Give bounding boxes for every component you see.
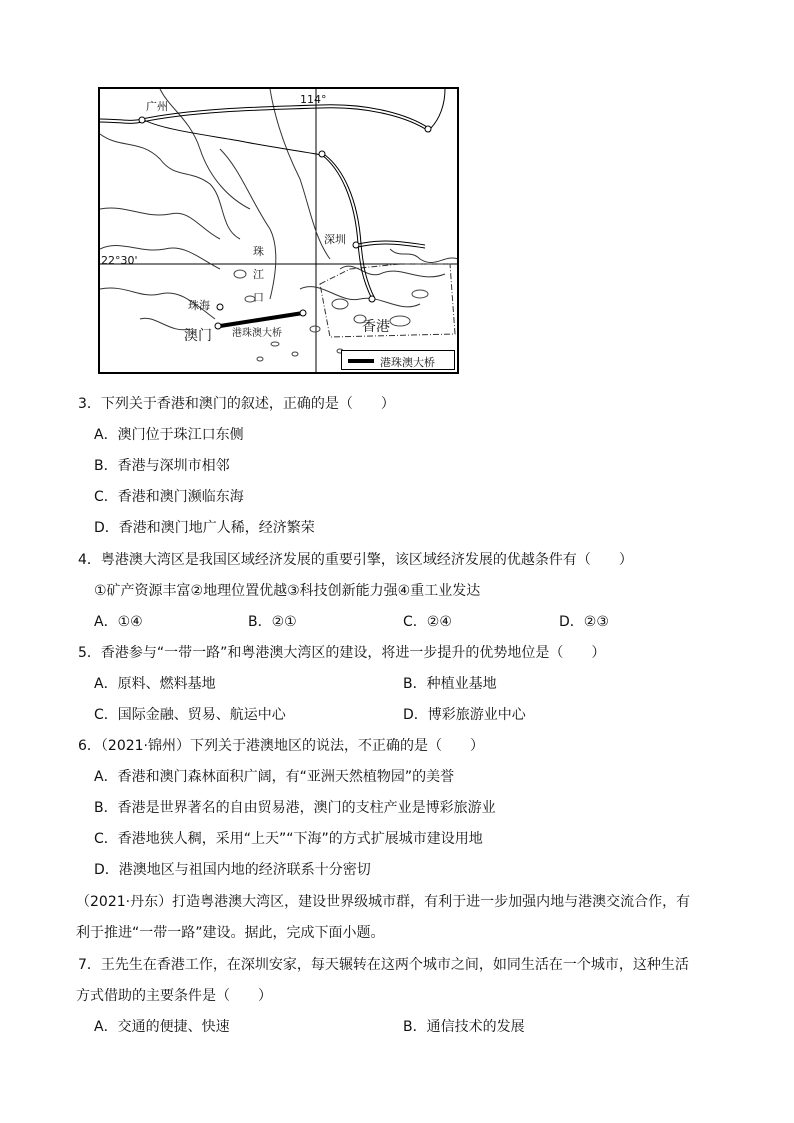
q5-option-b[interactable]: B．种植业基地: [403, 676, 497, 692]
q3-stem: 3．下列关于香港和澳门的叙述，正确的是（ ）: [78, 396, 395, 412]
q7-stem-line-1: 7．王先生在香港工作，在深圳安家，每天辗转在这两个城市之间，如同生活在一个城市，这种生活: [78, 957, 689, 973]
intro-line-1: （2021·丹东）打造粤港澳大湾区，建设世界级城市群，有利于进一步加强内地与港澳交流合作，有: [76, 894, 691, 910]
label-macau: 澳门: [184, 328, 212, 344]
q3-option-a[interactable]: A．澳门位于珠江口东侧: [94, 427, 244, 443]
label-jiang: 江: [253, 268, 264, 281]
q4-option-b[interactable]: B．②①: [248, 614, 297, 630]
legend-label: 港珠澳大桥: [380, 356, 435, 369]
q6-option-c[interactable]: C．香港地狭人稠，采用“上天”“下海”的方式扩展城市建设用地: [94, 831, 483, 847]
q3-option-c[interactable]: C．香港和澳门濒临东海: [94, 489, 244, 505]
q4-option-a[interactable]: A．①④: [94, 614, 143, 630]
label-bridge: 港珠澳大桥: [232, 328, 282, 339]
q5-option-d[interactable]: D．博彩旅游业中心: [403, 707, 526, 723]
q6-stem: 6．（2021·锦州）下列关于港澳地区的说法，不正确的是（ ）: [78, 738, 484, 754]
q3-option-d[interactable]: D．香港和澳门地广人稀，经济繁荣: [94, 520, 315, 536]
intro-line-2: 利于推进“一带一路”建设。据此，完成下面小题。: [76, 925, 385, 941]
label-zhu: 珠: [253, 245, 264, 258]
q6-option-b[interactable]: B．香港是世界著名的自由贸易港，澳门的支柱产业是博彩旅游业: [94, 800, 496, 816]
q7-stem-line-2: 方式借助的主要条件是（ ）: [76, 988, 272, 1004]
label-shenzhen: 深圳: [324, 233, 346, 246]
q6-option-d[interactable]: D．港澳地区与祖国内地的经济联系十分密切: [94, 862, 371, 878]
q5-option-c[interactable]: C．国际金融、贸易、航运中心: [94, 707, 286, 723]
q3-option-b[interactable]: B．香港与深圳市相邻: [94, 458, 230, 474]
q5-option-a[interactable]: A．原料、燃料基地: [94, 676, 216, 692]
label-zhuhai: 珠海: [188, 299, 210, 312]
q6-option-a[interactable]: A．香港和澳门森林面积广阔，有“亚洲天然植物园”的美誉: [94, 769, 455, 785]
label-kou: 口: [253, 291, 264, 304]
q7-option-a[interactable]: A．交通的便捷、快速: [94, 1019, 230, 1035]
rivers: [100, 89, 458, 330]
q7-option-b[interactable]: B．通信技术的发展: [403, 1019, 525, 1035]
q4-items: ①矿产资源丰富②地理位置优越③科技创新能力强④重工业发达: [94, 583, 481, 599]
pearl-river-delta-map: [98, 87, 459, 374]
label-longitude: 114°: [300, 93, 327, 106]
railways: [100, 89, 445, 299]
q5-stem: 5．香港参与“一带一路”和粤港澳大湾区的建设，将进一步提升的优势地位是（ ）: [78, 645, 606, 661]
bridge-line: [220, 313, 303, 326]
q4-stem: 4．粤港澳大湾区是我国区域经济发展的重要引擎，该区域经济发展的优越条件有（ ）: [78, 552, 633, 568]
label-guangzhou: 广州: [146, 100, 168, 113]
islands: [234, 270, 428, 361]
map-legend: [341, 350, 455, 370]
q4-option-c[interactable]: C．②④: [403, 614, 452, 630]
legend-bridge-symbol: [348, 359, 374, 363]
q4-option-d[interactable]: D．②③: [559, 614, 609, 630]
label-hongkong: 香港: [362, 319, 390, 335]
label-latitude: 22°30': [101, 254, 138, 267]
